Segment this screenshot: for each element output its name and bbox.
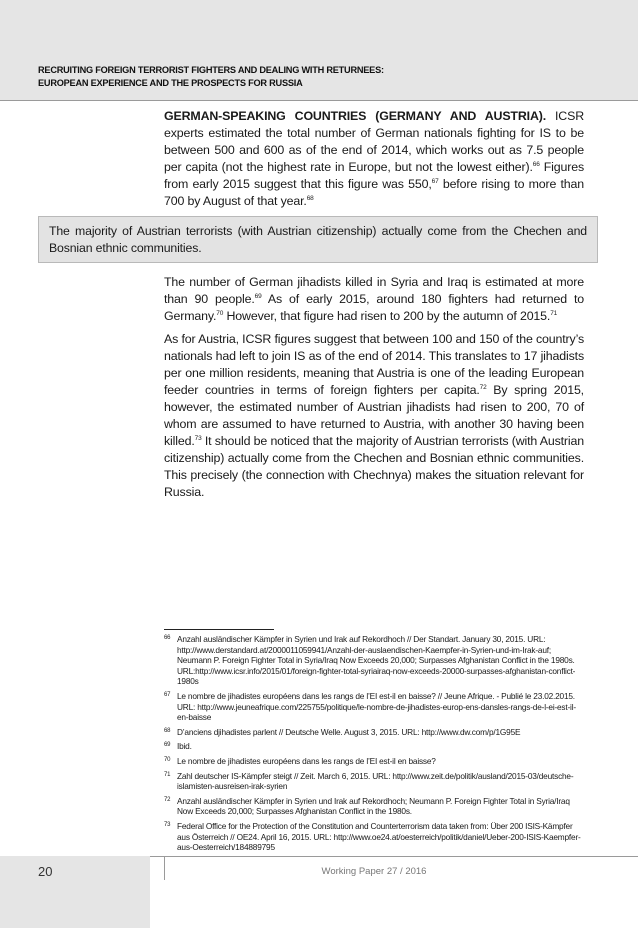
- footnote-number: 66: [164, 635, 171, 641]
- footnote-text: D’anciens djihadistes parlent // Deutsche Welle. August 3, 2015. URL: http://www.dw.com/p/1G95E: [177, 726, 521, 737]
- footnote-text: Anzahl ausländischer Kämpfer in Syrien und Irak auf Rekordhoch // Der Standart. January 30, 2015. URL: http://www.derstandard.at/2000011059941/Anzahl-der-auslaendischen-Kaempfer-in-Syrien-und-im-Irak-auf; Neumann P. Foreign Fighter Total in Syria/Iraq Now Exceeds 20,000; Surpasses Afghanistan Conflict in the 1980s. URL:http://www.icsr.info/2015/01/foreign-fighter-total-syriairaq-now-exceeds-20000-surpasses-afghanistan-conflict-1980s: [177, 634, 576, 687]
- footnotes-list: [164, 634, 584, 857]
- footnote-item: [164, 691, 584, 723]
- footnote-ref-66[interactable]: 66: [532, 160, 540, 168]
- footnote-item: [164, 771, 584, 792]
- footnote-ref-73[interactable]: 73: [194, 434, 202, 442]
- footnote-text: Anzahl ausländischer Kämpfer in Syrien und Irak auf Rekordhoch; Neumann P. Foreign Fighter Total in Syria/Iraq Now Exceeds 20,000; Surpasses Afghanistan Conflict in the 1980s.: [177, 795, 570, 817]
- footnote-ref-68[interactable]: 68: [306, 194, 314, 202]
- page-number: 20: [38, 864, 53, 879]
- running-header-line-2: EUROPEAN EXPERIENCE AND THE PROSPECTS FOR RUSSIA: [38, 78, 303, 89]
- footnote-item: [164, 727, 584, 738]
- footnote-number: 70: [164, 756, 171, 763]
- paragraph-german-nationals: GERMAN-SPEAKING COUNTRIES (GERMANY AND AUSTRIA). ICSR experts estimated the total number of German nationals fighting for IS to be between 500 and 600 as of the end of 2014, which works out as 7.5 people per capita (not the highest rate in Europe, but not the lowest either).$^{66}$ Figures from early 2015 suggest that this figure was 550,67 before rising to more than 700 by August of that year.$^{68}$: [164, 109, 585, 208]
- footnote-ref-72[interactable]: 72: [479, 383, 487, 391]
- footnote-divider: [164, 629, 274, 630]
- section-german-speaking: [164, 108, 584, 216]
- footnote-text: Le nombre de jihadistes européens dans les rangs de l’EI est-il en baisse?: [177, 755, 436, 766]
- footnote-number: 73: [164, 821, 171, 828]
- footer-page-tab: [0, 856, 150, 928]
- footnote-ref-69[interactable]: 69: [254, 292, 262, 300]
- footnote-item: [164, 756, 584, 767]
- footnote-item: [164, 634, 584, 687]
- footnote-item: [164, 796, 584, 817]
- running-header-line-1: RECRUITING FOREIGN TERRORIST FIGHTERS AND DEALING WITH RETURNEES:: [38, 65, 384, 76]
- footnote-item: [164, 821, 584, 853]
- paragraph-german-jihadists: The number of German jihadists killed in Syria and Iraq is estimated at more than 90 people.$^{69}$ As of early 2015, around 180 fighters had returned to Germany.$^{70}$ However, that figure had risen to 200 by the autumn of 2015.71: [164, 275, 584, 323]
- paragraph-austria: As for Austria, ICSR figures suggest that between 100 and 150 of the country’s nationals had left to join IS as of the end of 2014. This translates to 17 jihadists per one million residents, meaning that Austria is one of the leading European feeder countries in terms of foreign fighters per capita.$^{72}$ By spring 2015, however, the estimated number of Austrian jihadists had risen to 200, 70 of whom are assumed to have returned to Austria, with another 30 having been killed.$^{73}$ It should be noticed that the majority of Austrian terrorists (with Austrian citizenship) actually come from the Chechen and Bosnian ethnic communities. This precisely (the connection with Chechnya) makes the situation relevant for Russia.: [164, 332, 584, 499]
- footnote-number: 67: [164, 691, 171, 698]
- footnote-text: Zahl deutscher IS-Kämpfer steigt // Zeit. March 6, 2015. URL: http://www.zeit.de/politik/ausland/2015-03/deutsche-islamisten-ausreisen-irak-syrien: [177, 770, 574, 792]
- footnote-number: 69: [164, 742, 171, 749]
- series-label: Working Paper 27 / 2016: [321, 866, 427, 877]
- footnote-ref-70[interactable]: 70: [216, 309, 224, 317]
- footnote-number: 68: [164, 727, 171, 734]
- section-figures: [164, 274, 584, 507]
- footnote-item: [164, 741, 584, 752]
- pull-quote-box: [38, 216, 598, 263]
- footnote-ref-71[interactable]: 71: [550, 309, 558, 317]
- running-header: [38, 64, 576, 90]
- footnote-number: 71: [164, 771, 171, 778]
- footnote-number: 72: [164, 796, 171, 803]
- footnote-text: Federal Office for the Protection of the Constitution and Counterterrorism data taken from: Über 200 ISIS-Kämpfer aus Österreich // OE24. April 16, 2015. URL: http://www.oe24.at/oesterreich/politik/daniel/Ueber-200-ISIS-Kaempfer-aus-Oesterreich/184889795: [177, 820, 581, 853]
- footnote-text: Le nombre de jihadistes européens dans les rangs de l’EI est-il en baisse? // Jeune Afrique. - Publié le 23.02.2015. URL: http://www.jeuneafrique.com/225755/politique/le-nombre-de-jihadistes-europ-ens-dansles-rangs-de-l-ei-est-il-en-baisse: [177, 690, 576, 723]
- pull-quote-text: The majority of Austrian terrorists (with Austrian citizenship) actually come from the Chechen and Bosnian ethnic communities.: [49, 224, 587, 255]
- footnote-text: Ibid.: [177, 741, 192, 752]
- footnote-ref-67[interactable]: 67: [431, 177, 439, 185]
- section-lead-heading: GERMAN-SPEAKING COUNTRIES (GERMANY AND AUSTRIA).: [164, 109, 547, 123]
